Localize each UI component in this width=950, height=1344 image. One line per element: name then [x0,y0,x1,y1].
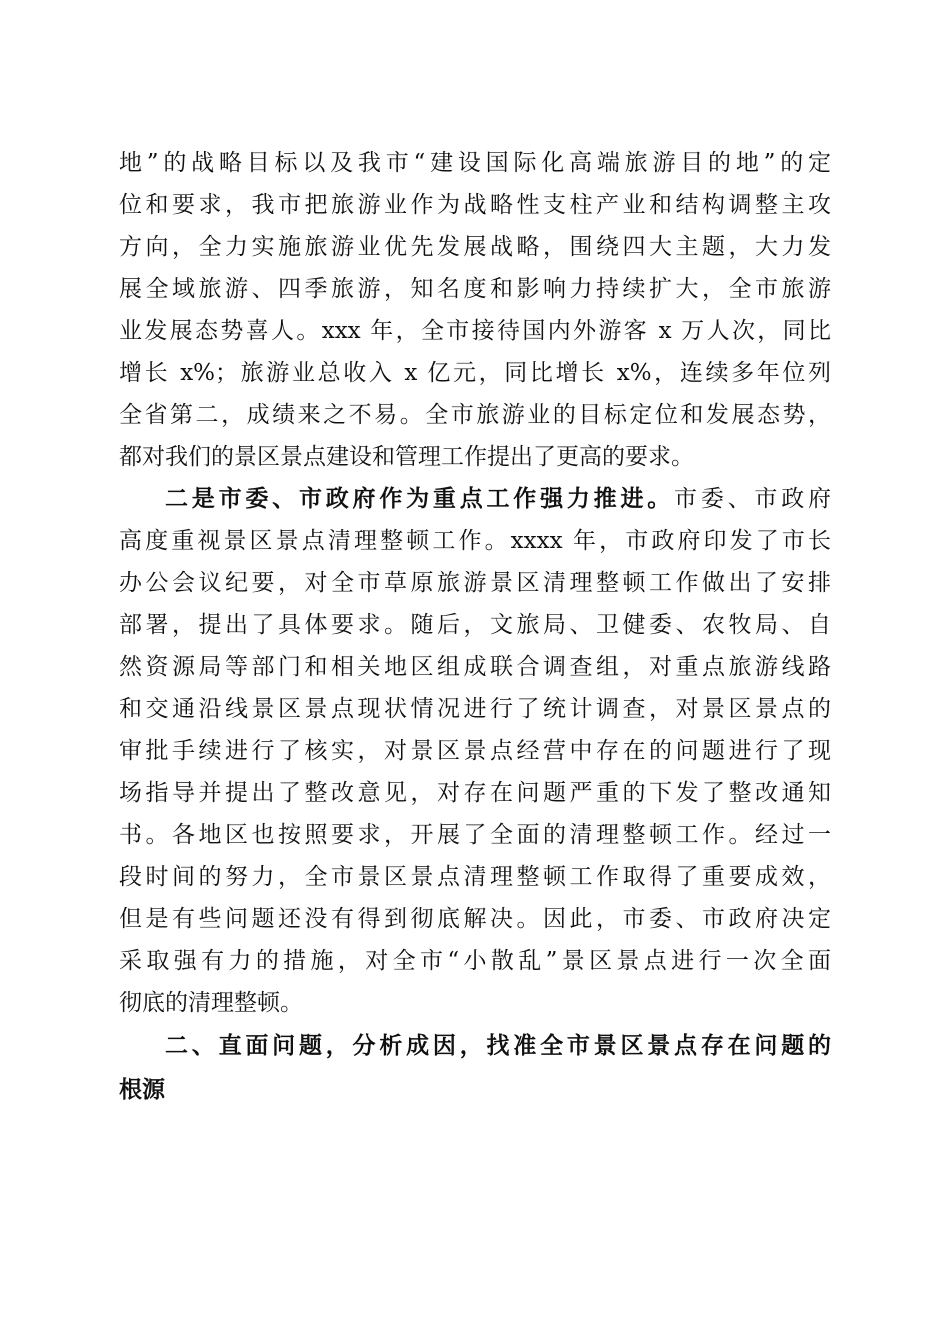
text-line: 地”的战略目标以及我市“建设国际化高端旅游目的地”的定 [119,150,831,176]
text-line: 段时间的努力，全市景区景点清理整顿工作取得了重要成效， [119,864,831,890]
section-heading [119,1024,831,1112]
text-line: 采取强有力的措施，对全市“小散乱”景区景点进行一次全面 [119,948,831,974]
text-line: 审批手续进行了核实，对景区景点经营中存在的问题进行了现 [119,738,831,764]
text-line: 和交通沿线景区景点现状情况进行了统计调查，对景区景点的 [119,696,831,722]
text-line: 书。各地区也按照要求，开展了全面的清理整顿工作。经过一 [119,822,831,848]
section-heading-line-2: 根源 [119,1077,165,1103]
text-line: 场指导并提出了整改意见，对存在问题严重的下发了整改通知 [119,780,831,806]
text-line: 增长 x%；旅游业总收入 x 亿元，同比增长 x%，连续多年位列 [119,360,831,386]
text-line: 展全域旅游、四季旅游，知名度和影响力持续扩大，全市旅游 [119,276,831,302]
document-page [119,142,831,1112]
text-line: 都对我们的景区景点建设和管理工作提出了更高的要求。 [119,444,694,470]
text-line: 方向，全力实施旅游业优先发展战略，围绕四大主题，大力发 [119,234,831,260]
text-line: 然资源局等部门和相关地区组成联合调查组，对重点旅游线路 [119,654,831,680]
text-line: 但是有些问题还没有得到彻底解决。因此，市委、市政府决定 [119,906,831,932]
text-line: 业发展态势喜人。xxx 年，全市接待国内外游客 x 万人次，同比 [119,318,831,344]
paragraph-tourism-development [119,142,831,478]
text-line: 位和要求，我市把旅游业作为战略性支柱产业和结构调整主攻 [119,192,831,218]
paragraph-government-priority [119,478,831,1024]
text-line: 全省第二，成绩来之不易。全市旅游业的目标定位和发展态势， [119,402,831,428]
text-line-first [119,478,831,520]
paragraph-lead-rest: 市委、市政府 [674,486,832,512]
paragraph-lead-sentence: 二是市委、市政府作为重点工作强力推进。 [165,485,675,512]
text-line: 办公会议纪要，对全市草原旅游景区清理整顿工作做出了安排 [119,570,831,596]
text-line: 彻底的清理整顿。 [119,990,303,1016]
section-heading-line-1: 二、直面问题，分析成因，找准全市景区景点存在问题的 [165,1033,831,1059]
text-line: 高度重视景区景点清理整顿工作。xxxx 年，市政府印发了市长 [119,528,831,554]
text-line: 部署，提出了具体要求。随后，文旅局、卫健委、农牧局、自 [119,612,831,638]
